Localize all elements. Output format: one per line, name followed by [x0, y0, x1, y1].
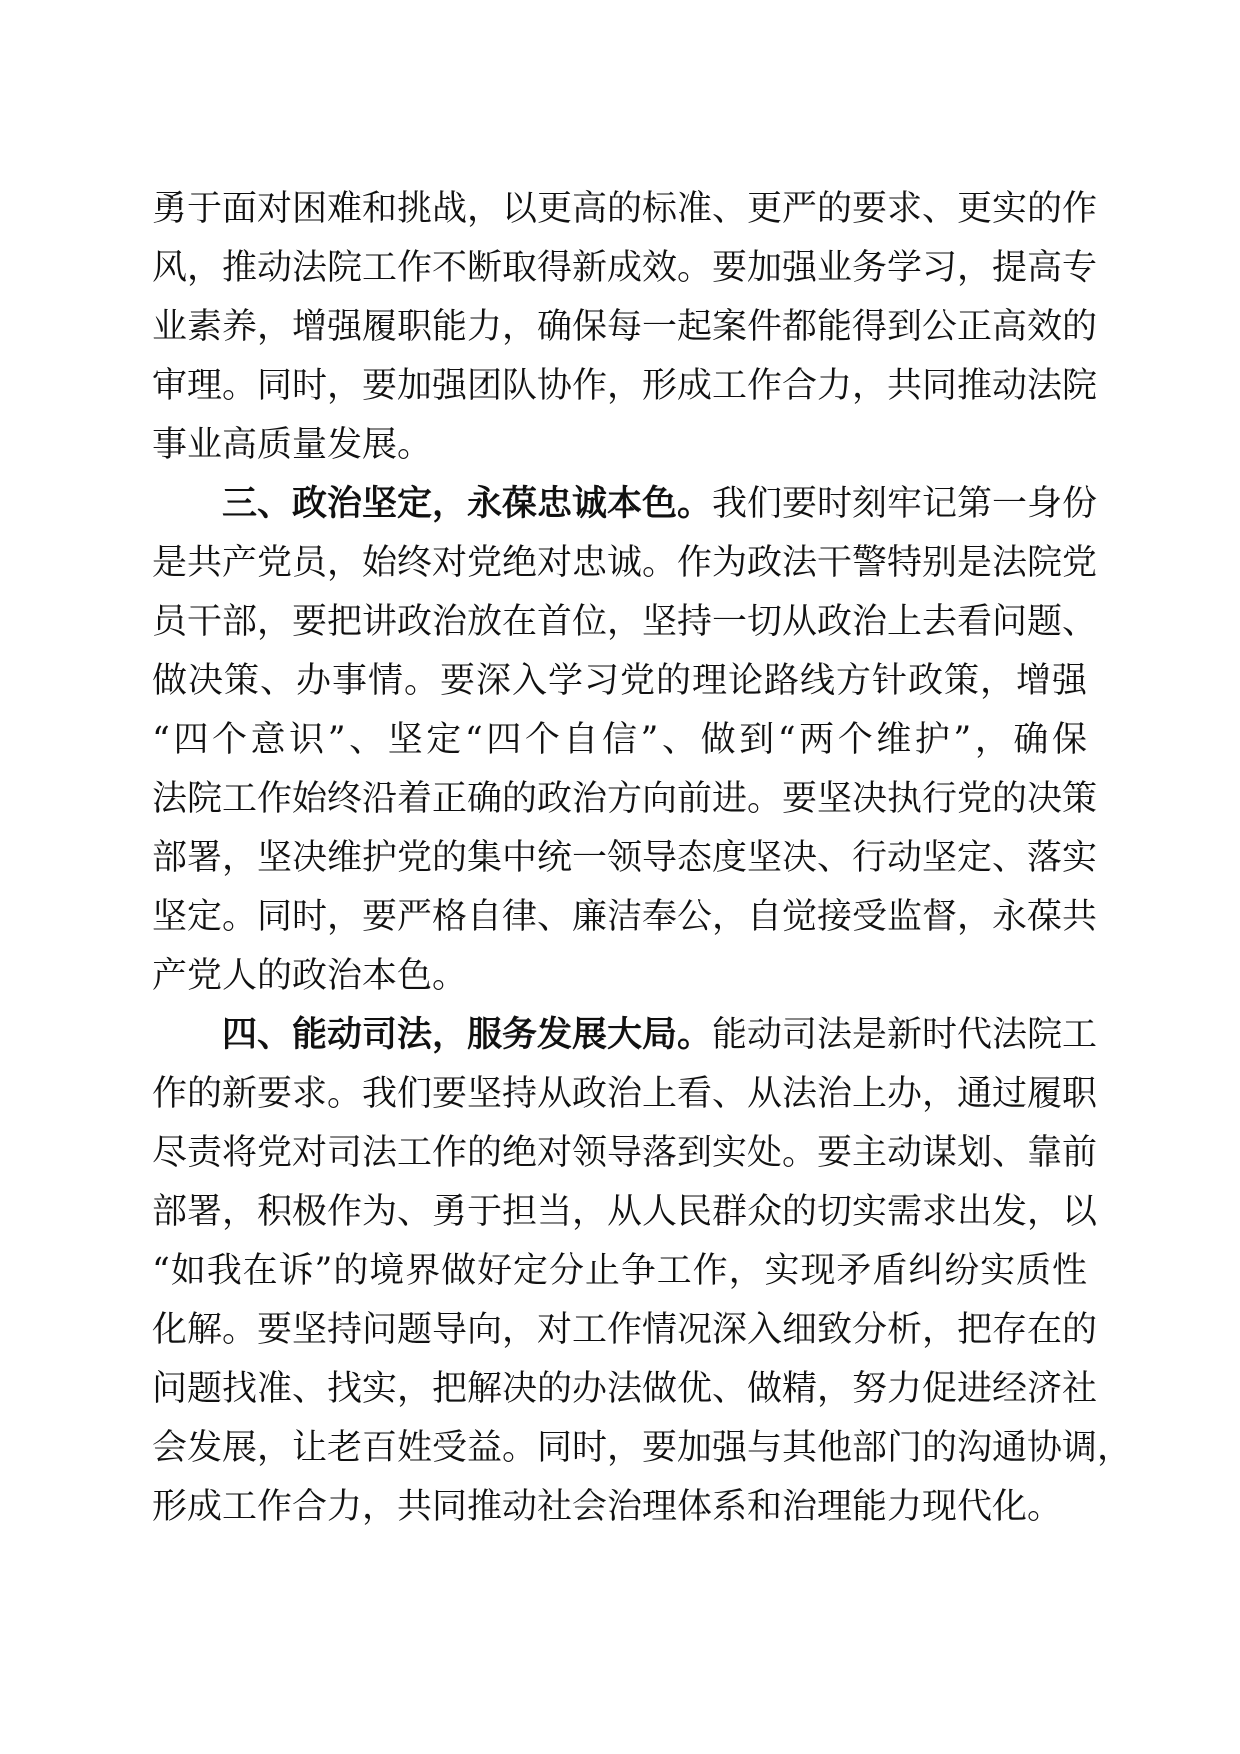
text-line: 员干部，要把讲政治放在首位，坚持一切从政治上去看问题、: [152, 602, 1098, 642]
text-line: 坚定。同时，要严格自律、廉洁奉公，自觉接受监督，永葆共: [152, 897, 1098, 937]
text-line: 部署，积极作为、勇于担当，从人民群众的切实需求出发，以: [152, 1192, 1098, 1232]
section-three-first-line-text: 我们要时刻牢记第一身份: [712, 484, 1098, 524]
text-line: 形成工作合力，共同推动社会治理体系和治理能力现代化。: [152, 1487, 1063, 1527]
text-line: 审理。同时，要加强团队协作，形成工作合力，共同推动法院: [152, 366, 1098, 406]
text-line: “四个意识”、坚定“四个自信”、做到“两个维护”，确保: [152, 720, 1087, 760]
section-four: [152, 1006, 1133, 1537]
text-line: 勇于面对困难和挑战，以更高的标准、更严的要求、更实的作: [152, 189, 1098, 229]
section-three-heading: 三、政治坚定，永葆忠诚本色。: [222, 484, 713, 524]
text-line: “如我在诉”的境界做好定分止争工作，实现矛盾纠纷实质性: [152, 1251, 1087, 1291]
section-three: [152, 475, 1098, 1006]
text-line: 会发展，让老百姓受益。同时，要加强与其他部门的沟通协调，: [152, 1428, 1133, 1468]
text-line: 业素养，增强履职能力，确保每一起案件都能得到公正高效的: [152, 307, 1098, 347]
text-line: 化解。要坚持问题导向，对工作情况深入细致分析，把存在的: [152, 1310, 1098, 1350]
text-line: 是共产党员，始终对党绝对忠诚。作为政法干警特别是法院党: [152, 543, 1098, 583]
text-line: 做决策、办事情。要深入学习党的理论路线方针政策，增强: [152, 661, 1087, 701]
section-three-first-line: [152, 475, 1098, 534]
section-four-first-line: [152, 1006, 1098, 1065]
text-line: 问题找准、找实，把解决的办法做优、做精，努力促进经济社: [152, 1369, 1098, 1409]
paragraph-continuation: [152, 180, 1098, 475]
text-line: 尽责将党对司法工作的绝对领导落到实处。要主动谋划、靠前: [152, 1133, 1098, 1173]
text-line: 风，推动法院工作不断取得新成效。要加强业务学习，提高专: [152, 248, 1098, 288]
text-line: 法院工作始终沿着正确的政治方向前进。要坚决执行党的决策: [152, 779, 1098, 819]
text-line: 产党人的政治本色。: [152, 956, 468, 996]
text-line: 事业高质量发展。: [152, 425, 433, 465]
document-body: [152, 180, 1133, 1537]
section-four-heading: 四、能动司法，服务发展大局。: [222, 1015, 713, 1055]
section-four-first-line-text: 能动司法是新时代法院工: [712, 1015, 1098, 1055]
text-line: 部署，坚决维护党的集中统一领导态度坚决、行动坚定、落实: [152, 838, 1098, 878]
text-line: 作的新要求。我们要坚持从政治上看、从法治上办，通过履职: [152, 1074, 1098, 1114]
